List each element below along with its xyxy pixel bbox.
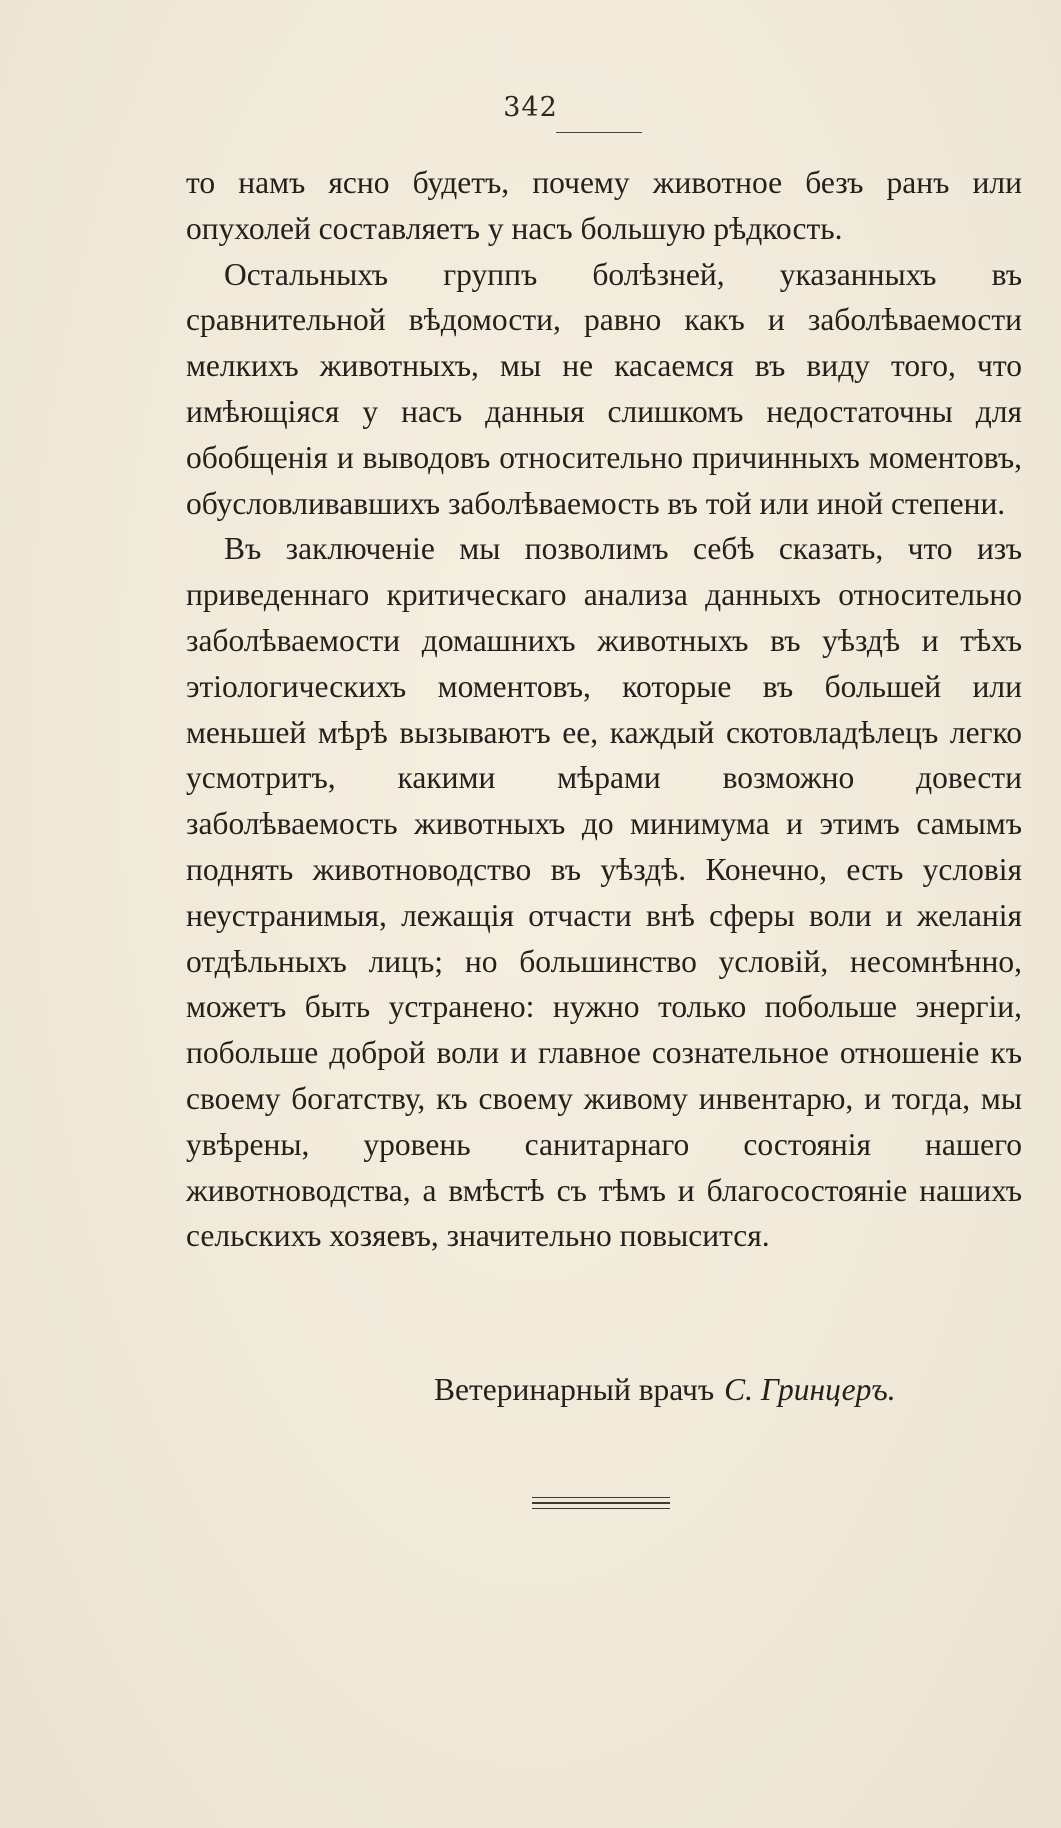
signature-title: Ветеринарный врачъ xyxy=(434,1372,715,1407)
paragraph-conclusion: Въ заключеніе мы позволимъ себѣ сказать, что изъ приведеннаго критическаго анализа данныхъ относительно заболѣваемости домашнихъ животныхъ въ уѣздѣ и тѣхъ этіологическихъ моментовъ, которые въ большей или меньшей мѣрѣ вызываютъ ее, каждый скотовладѣлецъ легко усмотритъ, какими мѣрами возможно довести заболѣваемость животныхъ до минимума и этимъ самымъ поднять животноводство въ уѣздѣ. Конечно, есть условія неустранимыя, лежащія отчасти внѣ сферы воли и желанія отдѣльныхъ лицъ; но большинство условій, несомнѣнно, можетъ быть устранено: нужно только побольше энергіи, побольше доброй воли и главное сознательное отношеніе къ своему богатству, къ своему живому инвентарю, и тогда, мы увѣрены, уровень санитарнаго состоянія нашего животноводства, а вмѣстѣ съ тѣмъ и благосостояніе нашихъ сельскихъ хозяевъ, значительно повысится. xyxy=(186,531,1022,1254)
end-ornament-rule xyxy=(532,1502,670,1504)
paragraph-other-diseases: Остальныхъ группъ болѣзней, указанныхъ въ сравнительной вѣдомости, равно какъ и заболѣваемости мелкихъ животныхъ, мы не касаемся въ виду того, что имѣющіяся у насъ данныя слишкомъ недостаточны для обобщенія и выводовъ относительно причинныхъ моментовъ, обусловливавшихъ заболѣваемость въ той или иной степени. xyxy=(186,256,1022,521)
page-number-underline xyxy=(556,132,642,133)
body-text xyxy=(186,160,1022,1259)
signature xyxy=(434,1372,896,1408)
end-ornament-rule xyxy=(532,1497,670,1498)
end-ornament-rule xyxy=(532,1508,670,1509)
signature-name: С. Гринцеръ. xyxy=(724,1372,896,1407)
page-number: 342 xyxy=(503,92,558,123)
paragraph-continuation: то намъ ясно будетъ, почему животное безъ ранъ или опухолей составляетъ у насъ большую рѣдкость. xyxy=(186,165,1022,246)
